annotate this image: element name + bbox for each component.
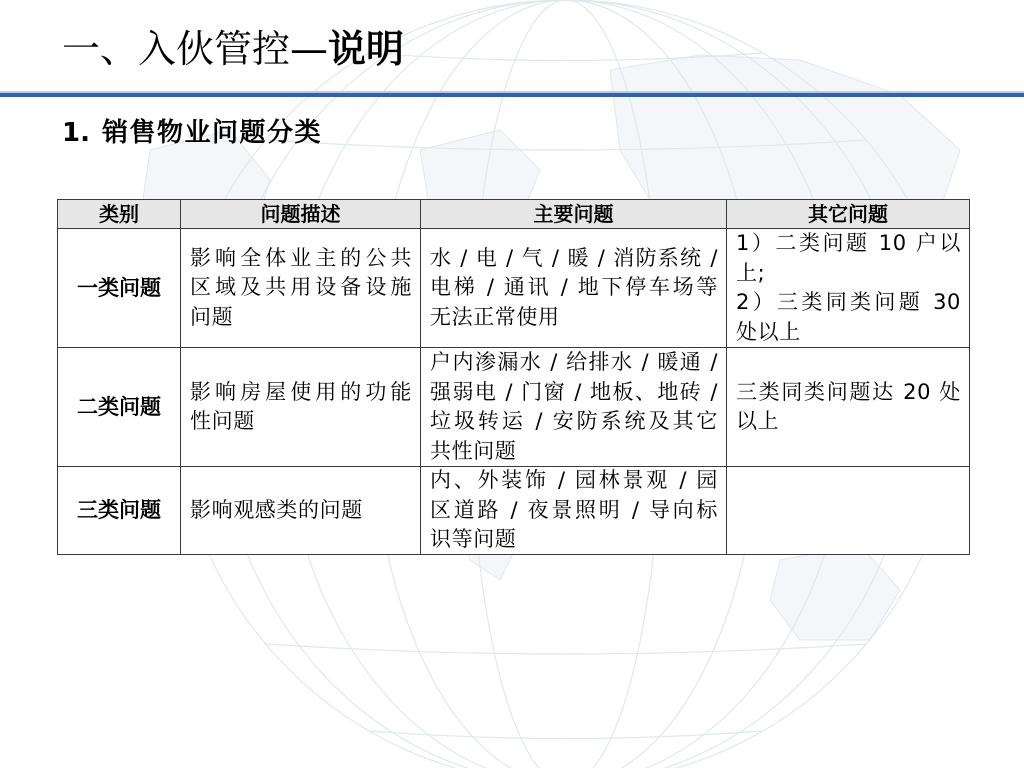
main-issues-line: 无法正常使用: [430, 304, 560, 329]
main-issues-line: 垃圾转运 / 安防系统及其它: [430, 409, 718, 433]
main-issues-cell: [421, 229, 727, 348]
main-issues-line: 电梯 / 通讯 / 地下停车场等: [430, 275, 718, 300]
category-cell: [58, 229, 181, 348]
main-issues-line: 共性问题: [430, 438, 517, 463]
title-prefix: 一、入伙管控—: [62, 27, 329, 71]
main-issues-line: 强弱电 / 门窗 / 地板、地砖 /: [430, 379, 718, 404]
problem-classification-table: [57, 199, 970, 555]
parallel-line: [370, 731, 762, 739]
description-line: 影响观感类的问题: [190, 497, 363, 522]
category-label: 一类问题: [77, 275, 161, 300]
other-issues-cell: [727, 229, 970, 348]
other-issues-line: 以上: [736, 409, 780, 433]
header-main-issues: 主要问题: [421, 200, 727, 229]
section-heading: [62, 116, 322, 150]
main-issues-line: 识等问题: [430, 527, 517, 552]
description-line: 影响房屋使用的功能: [190, 379, 412, 404]
main-issues-line: 内、外装饰 / 园林景观 / 园: [430, 468, 718, 493]
category-cell: [58, 348, 181, 467]
category-cell: [58, 467, 181, 555]
header-category: 类别: [58, 200, 181, 229]
main-issues-line: 区道路 / 夜景照明 / 导向标: [430, 497, 718, 522]
other-issues-cell: [727, 467, 970, 555]
parallel-line: [266, 644, 866, 654]
other-issues-line: 上;: [736, 260, 766, 285]
description-cell: [181, 348, 421, 467]
main-issues-line: 户内渗漏水 / 给排水 / 暖通 /: [430, 350, 718, 374]
other-issues-line: 1）二类问题 10 户以: [736, 231, 961, 255]
section-heading-text: 销售物业问题分类: [101, 118, 322, 148]
description-line: 区域及共用设备设施: [190, 275, 412, 300]
description-line: 影响全体业主的公共: [190, 245, 412, 270]
main-issues-cell: [421, 467, 727, 555]
other-issues-line: 2）三类同类问题 30: [736, 290, 961, 314]
category-label: 三类问题: [77, 498, 161, 522]
slide-title: [62, 25, 404, 73]
header-description: 问题描述: [181, 200, 421, 229]
description-line: 性问题: [190, 409, 255, 433]
description-cell: [181, 229, 421, 348]
description-cell: [181, 467, 421, 555]
other-issues-cell: [727, 348, 970, 467]
title-emphasis: 说明: [328, 27, 405, 71]
description-line: 问题: [190, 304, 234, 329]
main-issues-line: 水 / 电 / 气 / 暖 / 消防系统 /: [430, 245, 718, 270]
main-issues-cell: [421, 348, 727, 467]
section-number: 1.: [62, 118, 90, 148]
other-issues-line: 处以上: [736, 319, 801, 344]
title-underline: [0, 93, 1024, 97]
other-issues-line: 三类同类问题达 20 处: [736, 379, 961, 404]
header-other-issues: 其它问题: [727, 200, 970, 229]
category-label: 二类问题: [77, 394, 161, 419]
